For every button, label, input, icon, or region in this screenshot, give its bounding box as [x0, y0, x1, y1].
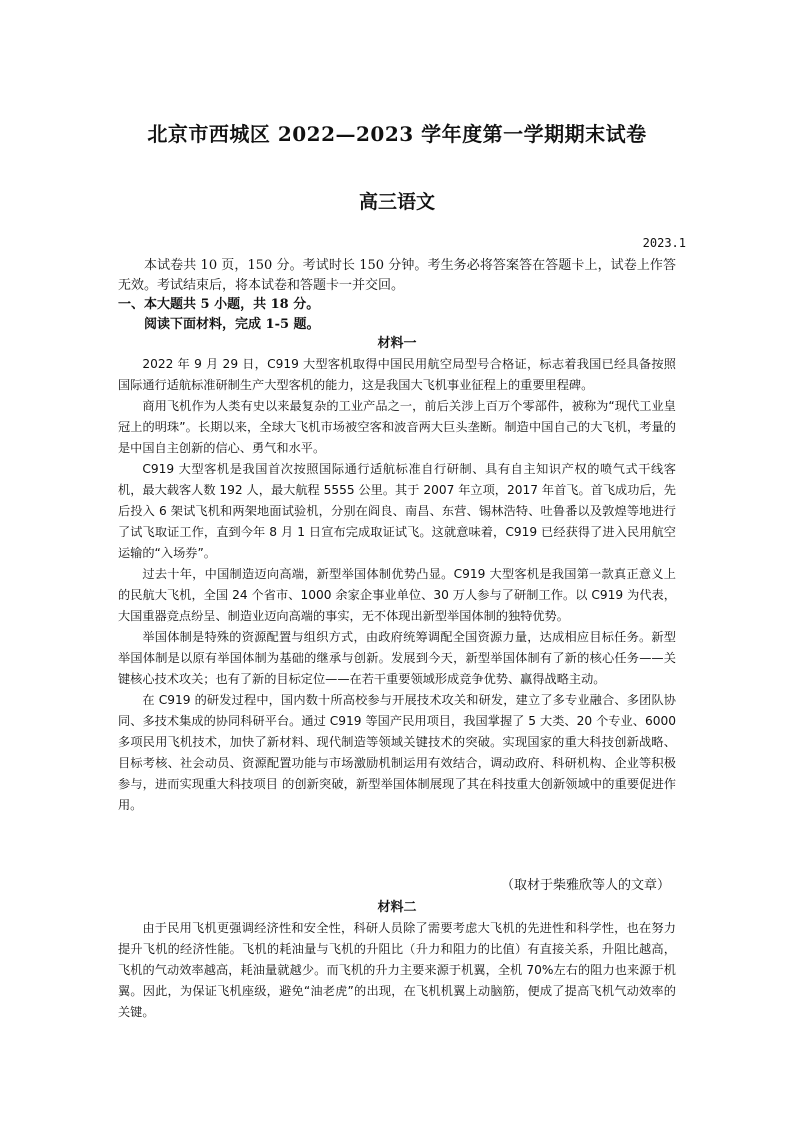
material-1-paragraph: 过去十年，中国制造迈向高端，新型举国体制优势凸显。C919 大型客机是我国第一款真正意义上的民航大飞机，全国 24 个省市、1000 余家企事业单位、30 万人参与了研制工作。以 C919 为代表，大国重器竞点纷呈、制造业迈向高端的事实，无不体现出新型举国体制的独特优势。 — [118, 567, 676, 623]
material-1-paragraph: 商用飞机作为人类有史以来最复杂的工业产品之一，前后关涉上百万个零部件，被称为“现代工业皇冠上的明珠”。长期以来，全球大飞机市场被空客和波音两大巨头垄断。制造中国自己的大飞机，考量的是中国自主创新的信心、勇气和水平。 — [118, 399, 676, 455]
material-2-body — [118, 918, 676, 1023]
material-1-paragraph: 2022 年 9 月 29 日，C919 大型客机取得中国民用航空局型号合格证，标志着我国已经具备按照国际通行适航标准研制生产大型客机的能力，这是我国大飞机事业征程上的重要里程碑。 — [118, 357, 676, 392]
material-1-paragraph: 举国体制是特殊的资源配置与组织方式，由政府统筹调配全国资源力量，达成相应目标任务。新型举国体制是以原有举国体制为基础的继承与创新。发展到今天，新型举国体制有了新的核心任务——关键核心技术攻关；也有了新的目标定位——在若干重要领域形成竞争优势、赢得战略主动。 — [118, 630, 676, 686]
exam-title: 北京市西城区 2022—2023 学年度第一学期期末试卷 — [147, 122, 647, 146]
material-2-title: 材料二 — [377, 900, 417, 915]
exam-date: 2023.1 — [642, 236, 686, 250]
subject-title: 高三语文 — [358, 191, 435, 213]
section-directive: 阅读下面材料，完成 1-5 题。 — [144, 316, 320, 332]
material-1-paragraph: 在 C919 的研发过程中，国内数十所高校参与开展技术攻关和研发，建立了多专业融合、多团队协同、多技术集成的协同科研平台。通过 C919 等国产民用项目，我国掌握了 5 大类、20 个专业、6000 多项民用飞机技术，加快了新材料、现代制造等领域关键技术的突破。实现国家的重大科技创新战略、目标考核、社会动员、资源配置功能与市场激励机制运用有效结合，调动政府、科研机构、企业等积极参与，进而实现重大科技项目 的创新突破，新型举国体制展现了其在科技重大创新领域中的重要促进作用。 — [118, 693, 676, 812]
material-1-paragraph: C919 大型客机是我国首次按照国际通行适航标准自行研制、具有自主知识产权的喷气式干线客机，最大载客人数 192 人，最大航程 5555 公里。其于 2007 年立项，2017 年首飞。首飞成功后，先后投入 6 架试飞机和两架地面试验机，分别在阎良、南昌、东营、锡林浩特、吐鲁番以及敦煌等地进行了试飞取证工作，直到今年 8 月 1 日宣布完成取证试飞。这就意味着，C919 已经获得了进入民用航空运输的“入场券”。 — [118, 462, 676, 560]
material-1-title: 材料一 — [377, 336, 417, 351]
exam-instructions-block — [118, 256, 676, 334]
material-1 — [118, 334, 676, 354]
material-1-source: （取材于柴雅欣等人的文章） — [500, 878, 670, 893]
material-2-paragraph: 由于民用飞机更强调经济性和安全性，科研人员除了需要考虑大飞机的先进性和科学性，也在努力提升飞机的经济性能。飞机的耗油量与飞机的升阻比（升力和阻力的比值）有直接关系，升阻比越高，飞机的气动效率越高，耗油量就越少。而飞机的升力主要来源于机翼，全机 70%左右的阻力也来源于机翼。因此，为保证飞机座级，避免“油老虎”的出现，在飞机机翼上动脑筋，便成了提高飞机气动效率的关键。 — [118, 921, 676, 1019]
material-1-source-block — [118, 876, 676, 896]
material-2 — [118, 898, 676, 918]
section-heading: 一、本大题共 5 小题，共 18 分。 — [118, 297, 320, 312]
instructions: 本试卷共 10 页，150 分。考试时长 150 分钟。考生务必将答案答在答题卡上，试卷上作答无效。考试结束后，将本试卷和答题卡一并交回。 — [118, 258, 676, 293]
material-1-body — [118, 354, 676, 816]
